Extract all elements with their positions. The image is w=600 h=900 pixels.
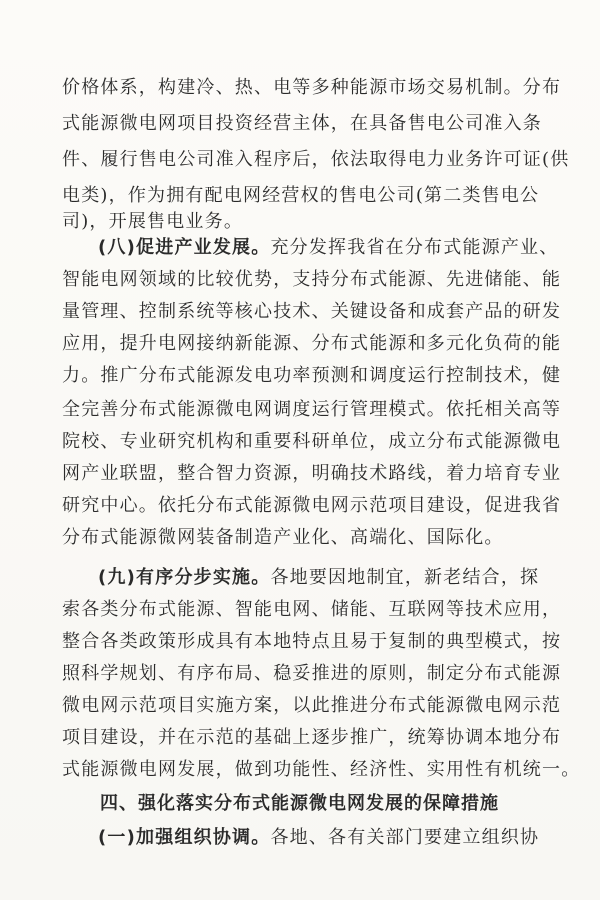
section-9-heading: (九)有序分步实施。 [98, 567, 271, 588]
section-4-1-heading: (一)加强组织协调。 [98, 827, 271, 848]
text-line: 整合各类政策形成具有本地特点且易于复制的典型模式，按 [62, 631, 562, 652]
text-line: 式能源微电网发展，做到功能性、经济性、实用性有机统一。 [62, 759, 581, 780]
text-line: 式能源微电网项目投资经营主体，在具备售电公司准入条 [62, 113, 542, 134]
text-line: 应用，提升电网接纳新能源、分布式能源和多元化负荷的能 [62, 333, 562, 354]
text-line: 件、履行售电公司准入程序后，依法取得电力业务许可证(供 [62, 149, 570, 170]
text-line: 价格体系，构建冷、热、电等多种能源市场交易机制。分布 [62, 77, 562, 98]
text-line: 研究中心。依托分布式能源微电网示范项目建设，促进我省 [62, 495, 562, 516]
text-line: 网产业联盟，整合智力资源，明确技术路线，着力培育专业 [62, 463, 562, 484]
section-8-first-line [98, 237, 559, 259]
section-9-first-line [98, 567, 538, 589]
text-line: 照科学规划、有序布局、稳妥推进的原则，制定分布式能源 [62, 663, 562, 684]
text-line: 司)，开展售电业务。 [62, 211, 244, 232]
section-4-1-first-line [98, 827, 538, 849]
text-line: 微电网示范项目实施方案，以此推进分布式能源微电网示范 [62, 695, 562, 716]
text-line: 电类)，作为拥有配电网经营权的售电公司(第二类售电公 [62, 185, 540, 206]
text-line: 量管理、控制系统等核心技术、关键设备和成套产品的研发 [62, 301, 562, 322]
text-line: 力。推广分布式能源发电功率预测和调度运行控制技术，健 [62, 365, 562, 386]
section-4-1-first-text: 各地、各有关部门要建立组织协 [270, 827, 540, 848]
text-line: 院校、专业研究机构和重要科研单位，成立分布式能源微电 [62, 431, 562, 452]
chapter-4-heading: 四、强化落实分布式能源微电网发展的保障措施 [100, 793, 499, 814]
section-8-first-text: 充分发挥我省在分布式能源产业、 [270, 237, 559, 258]
text-line: 智能电网领域的比较优势，支持分布式能源、先进储能、能 [62, 269, 562, 290]
text-line: 项目建设，并在示范的基础上逐步推广，统筹协调本地分布 [62, 727, 562, 748]
text-line: 全完善分布式能源微电网调度运行管理模式。依托相关高等 [62, 399, 562, 420]
section-9-first-text: 各地要因地制宜，新老结合，探 [270, 567, 540, 588]
text-line: 分布式能源微网装备制造产业化、高端化、国际化。 [62, 527, 504, 548]
text-line: 索各类分布式能源、智能电网、储能、互联网等技术应用， [62, 599, 562, 620]
section-8-heading: (八)促进产业发展。 [98, 237, 271, 258]
